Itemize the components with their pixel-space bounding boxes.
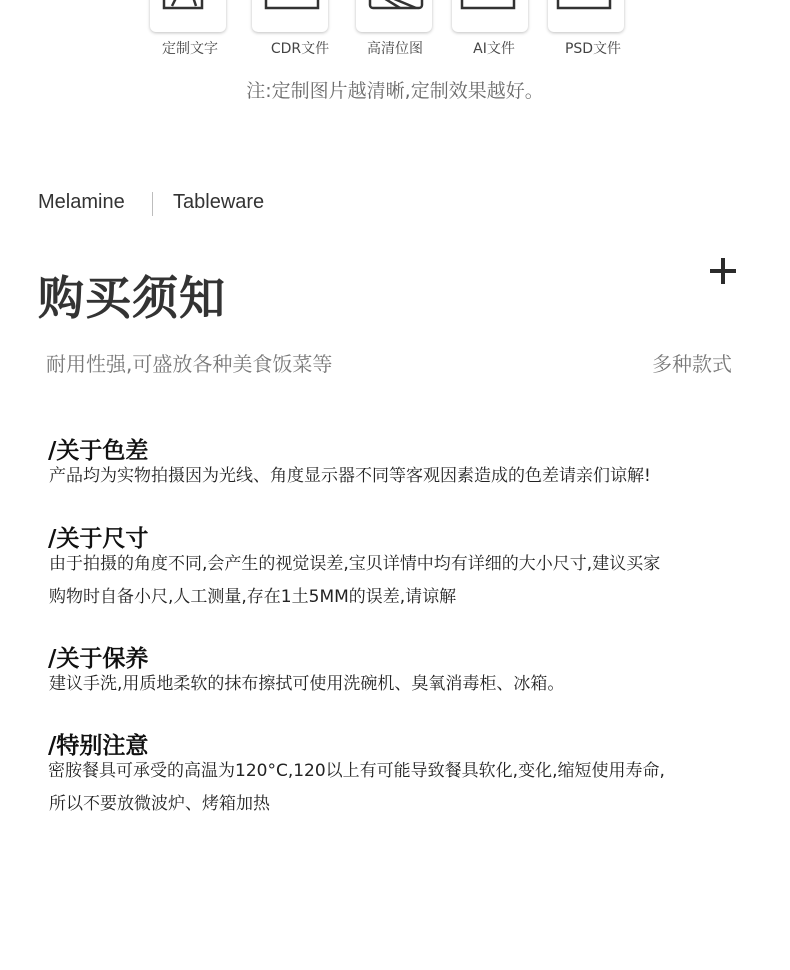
- ai-file-icon: [452, 0, 528, 32]
- ai-file-label: AI文件: [473, 41, 515, 57]
- text-file-icon: [150, 0, 226, 32]
- section-line: 密胺餐具可承受的高温为120°C,120以上有可能导致餐具软化,变化,缩短使用寿命,: [48, 761, 665, 781]
- text-file-label: 定制文字: [162, 41, 218, 57]
- section-title: /关于保养: [48, 646, 149, 672]
- bitmap-icon: [356, 0, 432, 32]
- section-line: 建议手洗,用质地柔软的抹布擦拭可使用洗碗机、臭氧消毒柜、冰箱。: [49, 674, 565, 694]
- psd-file-icon: [548, 0, 624, 32]
- plus-icon: [708, 256, 738, 286]
- psd-file-label: PSD文件: [564, 41, 622, 57]
- page-title: 购买须知: [38, 271, 226, 325]
- cdr-file-card: [252, 0, 328, 32]
- section-line: 由于拍摄的角度不同,会产生的视觉误差,宝贝详情中均有详细的大小尺寸,建议买家: [49, 554, 661, 574]
- section-line: 所以不要放微波炉、烤箱加热: [49, 794, 270, 814]
- ai-file-card: [452, 0, 528, 32]
- section-title: /关于色差: [48, 438, 149, 464]
- section-title: /关于尺寸: [48, 526, 149, 552]
- subtitle-right: 多种款式: [652, 352, 732, 376]
- bitmap-label: 高清位图: [367, 41, 423, 57]
- section-line: 产品均为实物拍摄因为光线、角度显示器不同等客观因素造成的色差请亲们谅解!: [49, 466, 651, 486]
- section-line: 购物时自备小尺,人工测量,存在1土5MM的误差,请谅解: [49, 587, 457, 607]
- psd-file-card: [548, 0, 624, 32]
- text-file-card: [150, 0, 226, 32]
- brand-divider: [152, 192, 153, 216]
- bitmap-card: [356, 0, 432, 32]
- subtitle-left: 耐用性强,可盛放各种美食饭菜等: [46, 352, 333, 376]
- customization-note: 注:定制图片越清晰,定制效果越好。: [246, 80, 544, 102]
- section-title: /特别注意: [48, 733, 149, 759]
- cdr-file-label: CDR文件: [270, 41, 330, 57]
- cdr-file-icon: [252, 0, 328, 32]
- brand-right: Tableware: [173, 191, 265, 213]
- brand-left: Melamine: [38, 191, 125, 213]
